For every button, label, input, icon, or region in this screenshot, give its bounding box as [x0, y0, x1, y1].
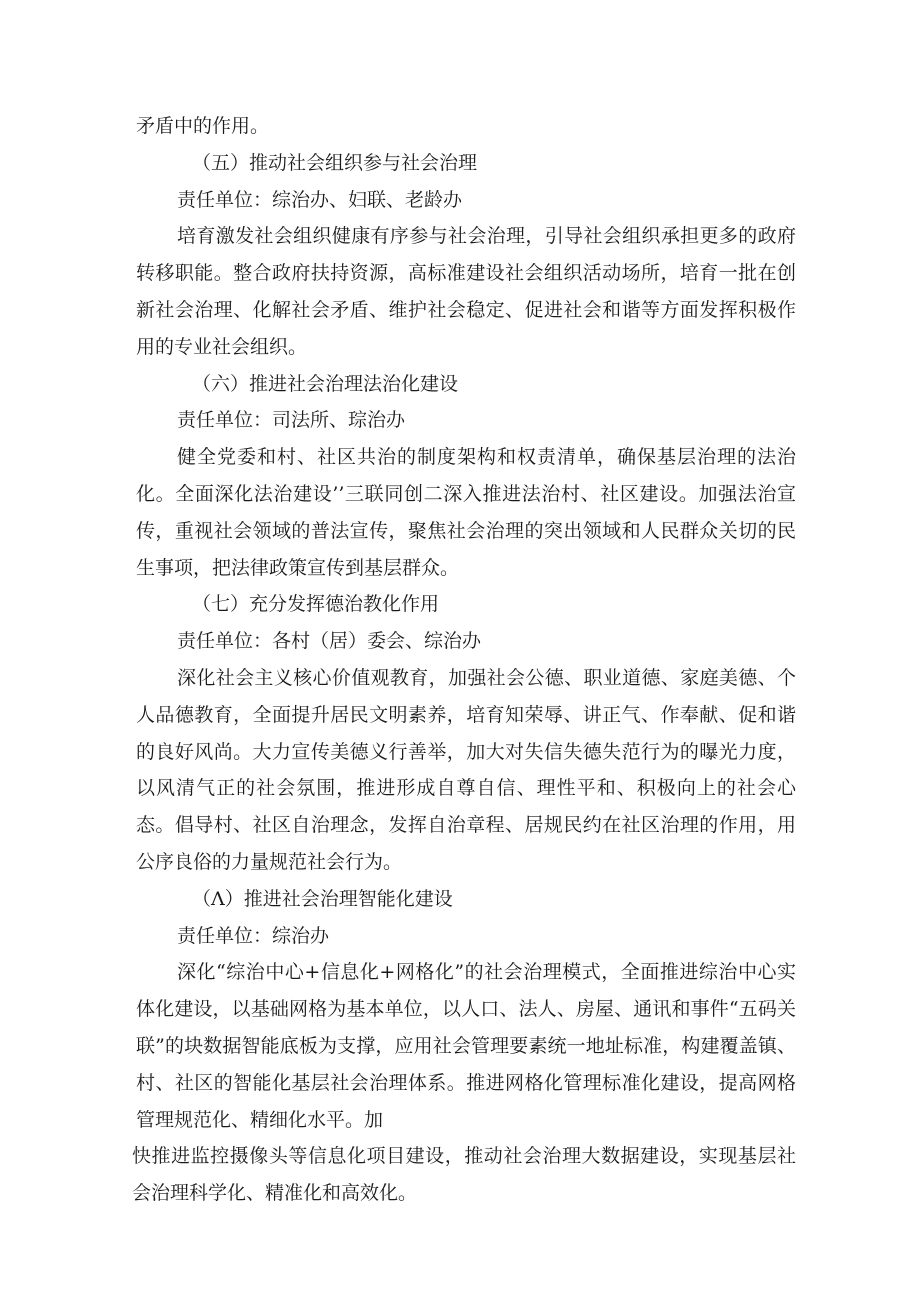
section-heading-6: （六）推进社会治理法治化建设	[192, 372, 459, 395]
section-body-8: 深化“综治中心+信息化+网格化”的社会治理模式，全面推进综治中心实体化建设，以基础网格为基本单位，以人口、法人、房屋、通讯和事件“五码关联”的块数据智能底板为支撑，应用社会管理要素统一地址标准，构建覆盖镇、村、社区的智能化基层社会治理体系。推进网格化管理标准化建设，提高网格管理规范化、精细化水平。加	[136, 961, 796, 1131]
section-heading-8: （Λ）推进社会治理智能化建设	[192, 887, 453, 910]
section-heading-5: （五）推动社会组织参与社会治理	[192, 151, 478, 174]
responsible-unit-8: 责任单位：综治办	[177, 924, 330, 947]
document-body	[132, 108, 796, 1212]
section-heading-7: （七）充分发挥德治教化作用	[192, 593, 440, 616]
section-body-6: 健全党委和村、社区共治的制度架构和权责清单，确保基层治理的法治化。全面深化法治建设’’三联同创二深入推进法治村、社区建设。加强法治宣传，重视社会领域的普法宣传，聚焦社会治理的突出领域和人民群众关切的民生事项，把法律政策宣传到基层群众。	[136, 446, 796, 579]
section-body-5: 培育激发社会组织健康有序参与社会治理，引导社会组织承担更多的政府转移职能。整合政府扶持资源，高标准建设社会组织活动场所，培育一批在创新社会治理、化解社会矛盾、维护社会稳定、促进社会和谐等方面发挥积极作用的专业社会组织。	[136, 225, 796, 358]
responsible-unit-7: 责任单位：各村（居）委会、综治办	[177, 630, 482, 653]
responsible-unit-6: 责任单位：司法所、琮治办	[177, 409, 406, 432]
section-body-8-continuation: 快推进监控摄像头等信息化项目建设，推动社会治理大数据建设，实现基层社会治理科学化、精准化和高效化。	[132, 1145, 796, 1205]
responsible-unit-5: 责任单位：综治办、妇联、老龄办	[177, 188, 463, 211]
section-body-7: 深化社会主义核心价值观教育，加强社会公德、职业道德、家庭美德、个人品德教育，全面提升居民文明素养，培育知荣辱、讲正气、作奉献、促和谐的良好风尚。大力宣传美德义行善举，加大对失信失德失范行为的曝光力度，以风清气正的社会氛围，推进形成自尊自信、理性平和、积极向上的社会心态。倡导村、社区自治理念，发挥自治章程、居规民约在社区治理的作用，用公序良俗的力量规范社会行为。	[136, 666, 796, 873]
paragraph-continuation: 矛盾中的作用。	[136, 115, 270, 137]
